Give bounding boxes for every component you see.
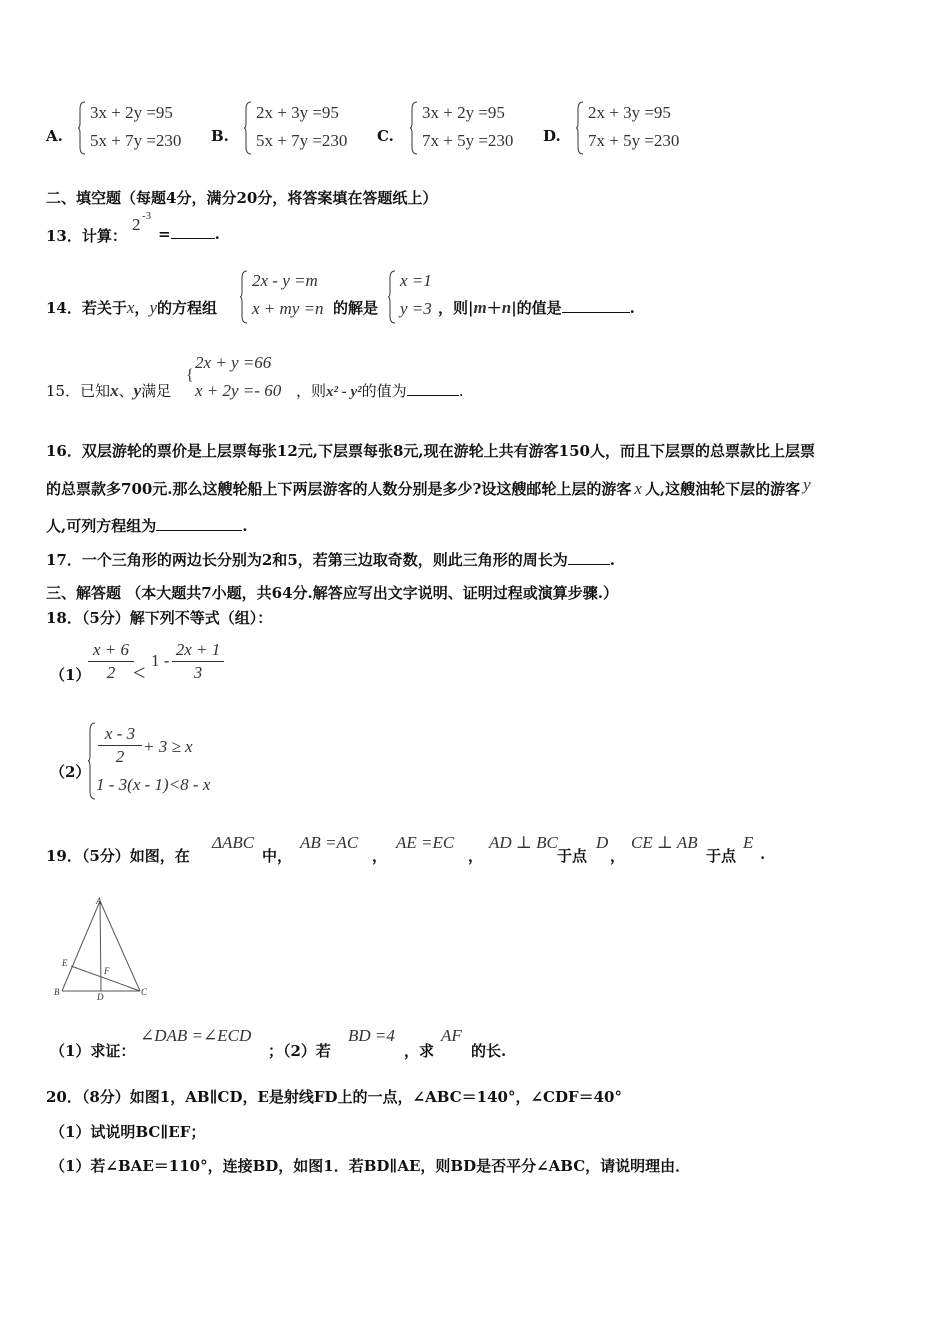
- q19-sub-t3: ，求: [404, 1042, 435, 1060]
- brace-icon: [576, 101, 584, 155]
- q15-answer-blank: [407, 395, 459, 396]
- q14-sys2-eq2: y =3: [400, 299, 432, 318]
- q14-sys1-eq2: x + my =n: [252, 299, 324, 318]
- q19-sub-eq: ∠DAB =∠ECD: [140, 1026, 252, 1045]
- section-2-heading: 二、填空题（每题4分，满分20分，将答案填在答题纸上）: [46, 189, 438, 207]
- q15-text1: 15．已知: [46, 382, 111, 400]
- q15-expr: x² - y²: [326, 384, 362, 400]
- q18-p2-rest: + 3 ≥ x: [143, 737, 193, 756]
- option-c-label: C.: [377, 127, 394, 145]
- label-b: B: [54, 987, 60, 997]
- option-a-eq1: 3x + 2y =95: [90, 103, 173, 122]
- q15-var-y: y: [133, 381, 142, 400]
- q14-answer-blank: [562, 312, 630, 313]
- q13-eq: [158, 225, 220, 243]
- q19-c3: AD ⊥ BC: [489, 833, 558, 852]
- brace-icon: [244, 101, 252, 155]
- q18-p1-f2-den: 3: [193, 663, 203, 682]
- q15-eq1: 2x + y =66: [195, 353, 272, 372]
- q13-equals: =: [158, 225, 171, 243]
- q18-p1-lt: <: [133, 660, 146, 685]
- q13-number: 13．计算：: [46, 227, 127, 245]
- q15-text3: ，则: [296, 382, 327, 400]
- q16-answer-blank: [156, 530, 242, 531]
- q18-p2-f-den: 2: [115, 747, 125, 766]
- q14-sys1-eq1: 2x - y =m: [252, 271, 318, 290]
- q14-var-n: n: [501, 298, 512, 317]
- q14-intro: [46, 297, 217, 318]
- q19-D: D: [596, 833, 609, 852]
- option-b-label: B.: [211, 127, 229, 145]
- q19-t4: 于点: [706, 847, 737, 865]
- q13-answer-blank: [171, 238, 215, 239]
- brace-icon: [388, 270, 396, 324]
- option-a-system: [78, 101, 208, 155]
- q15-intro: [46, 380, 171, 401]
- q19-sub-t4: 的长.: [471, 1042, 507, 1060]
- label-a: A: [96, 896, 102, 906]
- q18-p1-fraction-2: [172, 640, 224, 683]
- option-a-eq2: 5x + 7y =230: [90, 131, 182, 150]
- section-3-heading: 三、解答题 （本大题共7小题，共64分.解答应写出文字说明、证明过程或演算步骤.）: [46, 584, 618, 602]
- q14-system-1: [240, 270, 335, 324]
- q13-base: 2: [132, 215, 141, 234]
- q14-text1: 14．若关于: [46, 299, 127, 317]
- q17: [46, 549, 615, 570]
- q16-line1: 16．双层游轮的票价是上层票每张12元,下层票每张8元,现在游轮上共有游客150人，而且下层票的总票款比上层票: [46, 442, 815, 460]
- q18-p2-fraction: [98, 724, 142, 767]
- q14-var-x: x: [126, 298, 135, 317]
- q15-period: .: [458, 382, 464, 400]
- side-ac: [100, 901, 140, 991]
- q14-text5: |的值是: [511, 299, 562, 317]
- q16-period: .: [242, 517, 248, 535]
- q16-line3a: 人,可列方程组为: [46, 517, 157, 535]
- option-c-eq1: 3x + 2y =95: [422, 103, 505, 122]
- brace-icon: [78, 101, 86, 155]
- q18-p1-fraction-1: [88, 640, 134, 683]
- altitude-ad: [100, 901, 101, 991]
- option-d-eq2: 7x + 5y =230: [588, 131, 680, 150]
- option-b-eq2: 5x + 7y =230: [256, 131, 348, 150]
- option-d-eq1: 2x + 3y =95: [588, 103, 671, 122]
- fraction-bar: [172, 661, 224, 662]
- q18-part1-label: （1）: [50, 666, 91, 684]
- q14-text4: ，则|: [438, 299, 474, 317]
- q18-p1-f1-den: 2: [106, 663, 116, 682]
- q15-eq2: x + 2y =- 60: [195, 381, 282, 400]
- label-c: C: [141, 987, 148, 997]
- q13-period: .: [214, 225, 220, 243]
- q19-tri: ΔABC: [212, 833, 255, 852]
- q16-line3: [46, 515, 247, 536]
- side-ab: [62, 901, 100, 991]
- brace-icon: [240, 270, 248, 324]
- q19-c4: CE ⊥ AB: [631, 833, 698, 852]
- q18-p1-f1-num: x + 6: [92, 640, 130, 659]
- q14-sep: ，: [134, 299, 150, 317]
- q14-text3: 的解是: [333, 299, 379, 317]
- q19-sub-t2: ；（2）若: [268, 1042, 331, 1060]
- q19-sub-bd: BD =4: [348, 1026, 395, 1045]
- q14-sys2-eq1: x =1: [400, 271, 432, 290]
- q14-text2: 的方程组: [156, 299, 217, 317]
- q17-text: 17．一个三角形的两边长分别为2和5，若第三边取奇数，则此三角形的周长为: [46, 551, 568, 569]
- fraction-bar: [98, 745, 142, 746]
- q19-t1: 19．（5分）如图，在: [46, 847, 190, 865]
- q19-triangle-figure: [52, 895, 152, 1005]
- q16-var-y: y: [803, 475, 811, 494]
- option-b-system: [244, 101, 374, 155]
- q15-var-x: x: [110, 381, 119, 400]
- label-d: D: [97, 992, 104, 1002]
- q19-comma2: ，: [468, 847, 484, 865]
- q18-part2-label: （2）: [50, 763, 91, 781]
- q14-tail: [438, 297, 635, 318]
- q19-period: .: [760, 845, 766, 863]
- q16-line2a: 的总票款多700元.那么这艘轮船上下两层游客的人数分别是多少?设这艘邮轮上层的游客: [46, 480, 632, 498]
- q18-p1-one-minus: 1 -: [151, 651, 170, 670]
- q19-sub-t1: （1）求证：: [50, 1042, 136, 1060]
- q15-sep: 、: [118, 382, 134, 400]
- q20-line3: （1）若∠BAE＝110°，连接BD，如图1．若BD∥AE，则BD是否平分∠ABC，请说明理由．: [50, 1157, 691, 1175]
- q17-period: .: [609, 551, 615, 569]
- q19-sub-af: AF: [441, 1026, 462, 1045]
- option-d-label: D.: [543, 127, 561, 145]
- q15-tail: [296, 380, 463, 401]
- q18-title: 18．（5分）解下列不等式（组）：: [46, 609, 273, 627]
- q15-text2: 满足: [141, 382, 172, 400]
- option-c-system: [410, 101, 540, 155]
- q19-t2: 中，: [262, 847, 293, 865]
- q15-text4: 的值为: [361, 382, 407, 400]
- option-d-system: [576, 101, 706, 155]
- label-f: F: [104, 966, 110, 976]
- q13: [46, 225, 127, 246]
- q14-var-m: m: [473, 298, 487, 317]
- q19-t3: 于点: [557, 847, 588, 865]
- option-c-eq2: 7x + 5y =230: [422, 131, 514, 150]
- q14-var-y: y: [149, 298, 157, 317]
- q19-c1: AB =AC: [300, 833, 359, 852]
- q14-plus: ＋: [486, 299, 502, 317]
- q18-p2-brace-icon: [88, 722, 96, 800]
- option-b-eq1: 2x + 3y =95: [256, 103, 339, 122]
- q15-brace-icon: {: [186, 367, 194, 384]
- q14-period: .: [629, 299, 635, 317]
- q18-p2-eq2: 1 - 3(x - 1)<8 - x: [96, 775, 211, 794]
- q20-line2: （1）试说明BC∥EF；: [50, 1123, 206, 1141]
- q13-exponent: -3: [142, 210, 152, 222]
- q16-line2b: 人,这艘油轮下层的游客: [644, 480, 801, 498]
- q18-p2-f-num: x - 3: [104, 724, 136, 743]
- q16-var-x: x: [634, 479, 642, 498]
- q16-line2: [46, 475, 811, 499]
- q19-comma1: ，: [372, 847, 388, 865]
- q20-line1: 20．（8分）如图1，AB∥CD，E是射线FD上的一点，∠ABC＝140°，∠CDF＝40°: [46, 1088, 622, 1106]
- q18-p1-f2-num: 2x + 1: [175, 640, 221, 659]
- label-e: E: [62, 958, 68, 968]
- q19-c2: AE =EC: [396, 833, 455, 852]
- option-a-label: A.: [46, 127, 63, 145]
- q17-answer-blank: [568, 564, 610, 565]
- fraction-bar: [88, 661, 134, 662]
- q19-E: E: [743, 833, 754, 852]
- brace-icon: [410, 101, 418, 155]
- q19-comma3: ，: [610, 847, 626, 865]
